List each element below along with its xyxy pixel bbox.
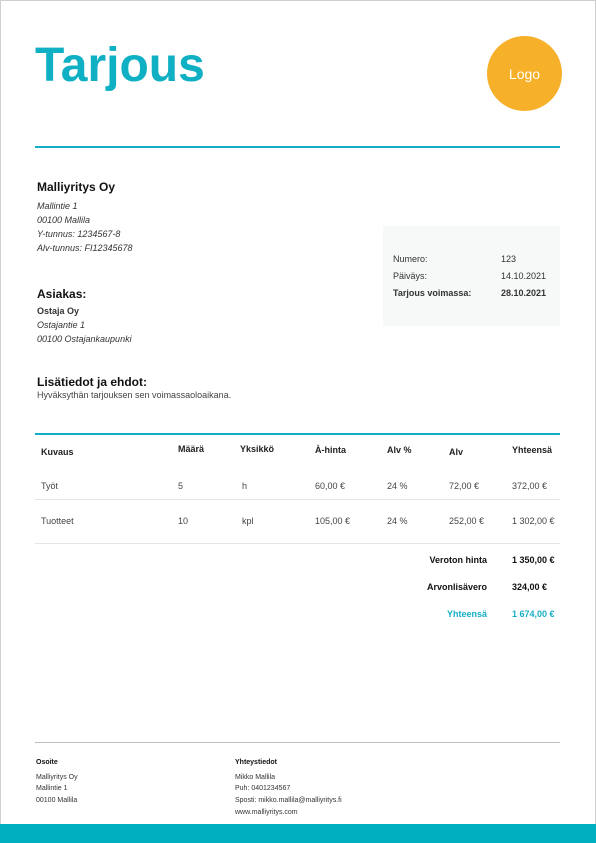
company-postal: 00100 Mallila bbox=[37, 215, 91, 225]
footer-contact-email: Sposti: mikko.mallila@malliyritys.fi bbox=[235, 797, 342, 804]
col-header-vat: Alv bbox=[449, 447, 464, 457]
footer-contact-phone: Puh: 0401234567 bbox=[235, 785, 291, 792]
row-divider bbox=[35, 499, 560, 500]
logo-placeholder: Logo bbox=[487, 36, 562, 111]
net-price-label: Veroton hinta bbox=[429, 555, 487, 565]
row-1-vat-percent: 24 % bbox=[387, 481, 408, 491]
row-2-unit-price: 105,00 € bbox=[315, 516, 351, 526]
valid-until-label: Tarjous voimassa: bbox=[393, 288, 472, 298]
footer-divider bbox=[35, 742, 560, 743]
row-divider bbox=[35, 543, 560, 544]
col-header-description: Kuvaus bbox=[41, 447, 74, 457]
col-header-unit: Yksikkö bbox=[240, 444, 275, 454]
grand-total-label: Yhteensä bbox=[446, 609, 487, 619]
row-1-total: 372,00 € bbox=[512, 481, 548, 491]
footer-contact-heading: Yhteystiedot bbox=[235, 759, 278, 766]
row-1-unit-price: 60,00 € bbox=[315, 481, 346, 491]
row-2-vat-percent: 24 % bbox=[387, 516, 408, 526]
col-header-total: Yhteensä bbox=[512, 445, 553, 455]
client-heading: Asiakas: bbox=[37, 287, 87, 301]
row-1-vat: 72,00 € bbox=[449, 481, 480, 491]
grand-total-value: 1 674,00 € bbox=[512, 609, 555, 619]
row-1-quantity: 5 bbox=[178, 481, 184, 491]
footer-address-line: 00100 Mallila bbox=[36, 797, 78, 804]
col-header-unit-price: À-hinta bbox=[315, 445, 346, 455]
header-divider bbox=[35, 146, 560, 148]
row-2-description: Tuotteet bbox=[41, 516, 74, 526]
client-name: Ostaja Oy bbox=[37, 306, 80, 316]
col-header-quantity: Määrä bbox=[178, 444, 205, 454]
row-2-unit: kpl bbox=[242, 516, 254, 526]
valid-until-value: 28.10.2021 bbox=[501, 288, 547, 298]
terms-text: Hyväksythän tarjouksen sen voimassaoloaikana. bbox=[37, 390, 232, 400]
footer-contact-website: www.malliyritys.com bbox=[235, 809, 298, 816]
offer-info-box bbox=[383, 226, 560, 326]
company-name: Malliyritys Oy bbox=[37, 180, 116, 194]
row-1-description: Työt bbox=[41, 481, 59, 491]
row-2-vat: 252,00 € bbox=[449, 516, 485, 526]
footer-address-heading: Osoite bbox=[36, 759, 58, 766]
company-vat-id: Alv-tunnus: FI12345678 bbox=[37, 243, 133, 253]
footer-contact-name: Mikko Mallila bbox=[235, 774, 276, 781]
company-street: Mallintie 1 bbox=[37, 201, 78, 211]
table-top-divider bbox=[35, 433, 560, 435]
client-street: Ostajantie 1 bbox=[37, 320, 86, 330]
number-value: 123 bbox=[501, 254, 517, 264]
terms-heading: Lisätiedot ja ehdot: bbox=[37, 375, 148, 389]
document-title: Tarjous bbox=[35, 39, 205, 92]
client-postal: 00100 Ostajankaupunki bbox=[37, 334, 132, 344]
date-label: Päiväys: bbox=[393, 271, 428, 281]
footer-address-line: Malliyritys Oy bbox=[36, 774, 78, 781]
vat-total-value: 324,00 € bbox=[512, 582, 548, 592]
row-2-quantity: 10 bbox=[178, 516, 189, 526]
footer-address-line: Mallintie 1 bbox=[36, 785, 68, 792]
row-1-unit: h bbox=[242, 481, 248, 491]
bottom-accent-bar bbox=[0, 824, 596, 843]
date-value: 14.10.2021 bbox=[501, 271, 547, 281]
net-price-value: 1 350,00 € bbox=[512, 555, 555, 565]
col-header-vat-percent: Alv % bbox=[387, 445, 412, 455]
row-2-total: 1 302,00 € bbox=[512, 516, 555, 526]
company-business-id: Y-tunnus: 1234567-8 bbox=[37, 229, 121, 239]
vat-total-label: Arvonlisävero bbox=[426, 582, 487, 592]
number-label: Numero: bbox=[393, 254, 428, 264]
